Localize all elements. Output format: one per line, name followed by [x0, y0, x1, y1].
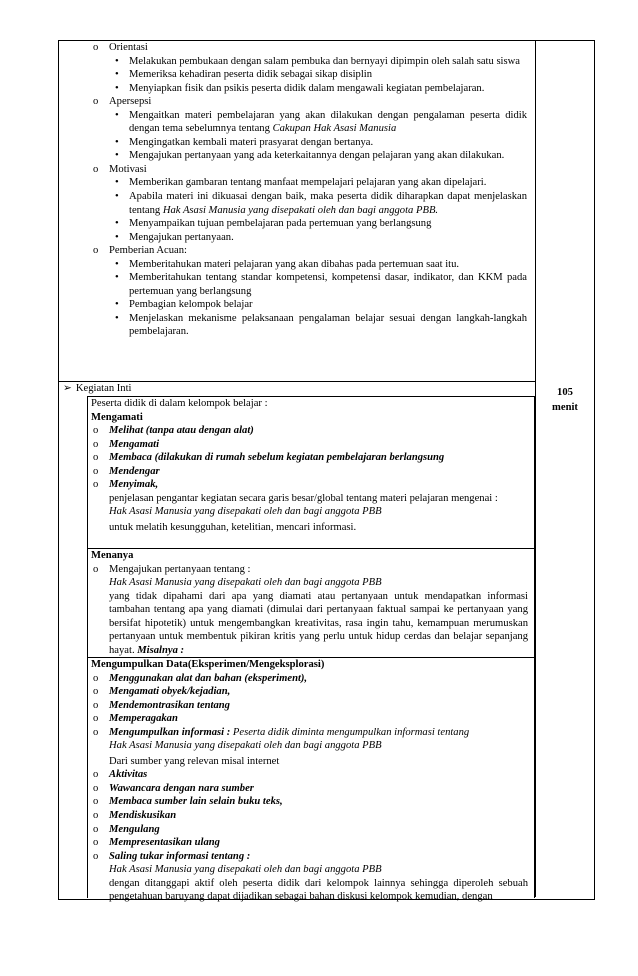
- bullet-icon: •: [115, 191, 119, 203]
- mengumpulkan-box: [87, 657, 535, 903]
- list-item: [59, 217, 535, 231]
- list-item-text: Mendiskusikan: [109, 810, 177, 822]
- list-item-text: Saling tukar informasi tentang :: [109, 850, 251, 862]
- circle-bullet-icon: o: [93, 699, 99, 711]
- list-item: [91, 809, 528, 823]
- opening-section-title: Apersepsi: [109, 96, 152, 108]
- list-item: [91, 438, 528, 452]
- bullet-icon: •: [115, 109, 119, 121]
- mengamati-list: [91, 424, 528, 492]
- collect-last: dengan ditanggapi aktif oleh peserta didik dari kelompok lainnya sehingga diperoleh sebuah pengetahuan baruyang dapat dijadikan sebagai bahan diskusi kelompok kemudian, dengan: [109, 877, 528, 903]
- opening-section-title: Pemberian Acuan:: [109, 245, 187, 257]
- core-activities: [59, 382, 535, 903]
- collect-topic-1: Hak Asasi Manusia yang disepakati oleh dan bagi anggota PBB: [109, 740, 382, 752]
- collect-topic-2: Hak Asasi Manusia yang disepakati oleh dan bagi anggota PBB: [109, 864, 382, 876]
- list-item: [91, 712, 528, 726]
- list-item-text: Mempresentasikan ulang: [109, 837, 220, 849]
- list-item-text: Mengajukan pertanyaan.: [129, 231, 234, 243]
- circle-bullet-icon: o: [93, 796, 99, 808]
- list-item: [91, 451, 528, 465]
- mengumpulkan-title: Mengumpulkan Data(Eksperimen/Mengeksplorasi): [91, 659, 325, 670]
- list-item-text: Membaca (dilakukan di rumah sebelum kegiatan pembelajaran berlangsung: [109, 452, 445, 464]
- opening-list: [59, 41, 535, 339]
- opening-section-title: Motivasi: [109, 163, 147, 175]
- list-item-text: Menyampaikan tujuan pembelajaran pada pertemuan yang berlangsung: [129, 218, 432, 230]
- circle-bullet-icon: o: [93, 465, 99, 477]
- list-item-text: Mengajukan pertanyaan yang ada keterkaitannya dengan pelajaran yang akan dilakukan.: [129, 150, 505, 162]
- opening-activities: [59, 41, 535, 382]
- list-item-text: Pembagian kelompok belajar: [129, 299, 253, 311]
- collect-desc: Peserta didik diminta mengumpulkan informasi tentang: [232, 726, 470, 738]
- list-item: [59, 312, 535, 339]
- circle-bullet-icon: o: [93, 245, 99, 257]
- list-item-text: Mengaitkan materi pembelajaran yang akan dilakukan dengan pengalaman peserta didik dengan tema sebelumnya tentang: [129, 109, 527, 135]
- bullet-icon: •: [115, 136, 119, 148]
- menanya-box: [87, 548, 535, 657]
- bullet-icon: •: [115, 55, 119, 67]
- bullet-icon: •: [115, 258, 119, 270]
- list-item: [59, 176, 535, 190]
- list-item-text: Membaca sumber lain selain buku teks,: [109, 796, 283, 808]
- collect-bold: Mengumpulkan informasi :: [109, 726, 233, 738]
- circle-bullet-icon: o: [93, 672, 99, 684]
- circle-bullet-icon: o: [93, 438, 99, 450]
- list-item-text: Wawancara dengan nara sumber: [109, 782, 254, 794]
- list-item-text: Memperagakan: [109, 713, 178, 725]
- menanya-topic: Hak Asasi Manusia yang disepakati oleh dan bagi anggota PBB: [109, 577, 382, 589]
- list-item-text: Mengulang: [109, 823, 160, 835]
- list-item-text: Mengamati obyek/kejadian,: [109, 686, 231, 698]
- list-item: [59, 190, 535, 217]
- circle-bullet-icon: o: [93, 452, 99, 464]
- list-item-text: Menjelaskan mekanisme pelaksanaan pengalaman belajar sesuai dengan langkah-langkah pembelajaran.: [129, 312, 527, 338]
- time-column: [536, 41, 594, 897]
- list-item: [91, 699, 528, 713]
- list-item-text: Memeriksa kehadiran peserta didik sebagai sikap disiplin: [129, 69, 372, 81]
- list-item: [59, 82, 535, 96]
- circle-bullet-icon: o: [93, 850, 99, 862]
- mengamati-tail: untuk melatih kesungguhan, ketelitian, mencari informasi.: [109, 521, 357, 533]
- list-item: [59, 149, 535, 163]
- list-item: [91, 768, 528, 782]
- list-item: [59, 55, 535, 69]
- core-intro: Peserta didik di dalam kelompok belajar :: [91, 398, 268, 409]
- list-item: [91, 685, 528, 699]
- circle-bullet-icon: o: [93, 96, 99, 108]
- circle-bullet-icon: o: [93, 769, 99, 781]
- list-item-text: Memberitahukan materi pelajaran yang akan dibahas pada pertemuan saat itu.: [129, 258, 460, 270]
- document-page: [58, 40, 595, 903]
- circle-bullet-icon: o: [93, 479, 99, 491]
- list-item: [59, 68, 535, 82]
- bullet-icon: •: [115, 82, 119, 94]
- list-item-text: Aktivitas: [109, 769, 148, 781]
- list-item-text: Mengamati: [109, 438, 160, 450]
- list-item: [59, 258, 535, 272]
- list-item: [59, 136, 535, 150]
- list-item: [91, 850, 528, 864]
- menanya-item: Mengajukan pertanyaan tentang :: [109, 563, 251, 575]
- mengamati-title: Mengamati: [91, 411, 143, 423]
- list-item: o Mengumpulkan informasi : Peserta didik diminta mengumpulkan informasi tentang: [93, 726, 470, 738]
- list-item: [59, 298, 535, 312]
- core-heading: [63, 382, 132, 396]
- list-item-text: Menyiapkan fisik dan psikis peserta didik dalam mengawali kegiatan pembelajaran.: [129, 82, 485, 94]
- mengamati-desc: penjelasan pengantar kegiatan secara garis besar/global tentang materi pelajaran mengenai :: [109, 492, 498, 504]
- circle-bullet-icon: o: [93, 163, 99, 175]
- list-item-text: Mendemontrasikan tentang: [109, 699, 230, 711]
- bullet-icon: •: [115, 231, 119, 243]
- list-item-text: Cakupan Hak Asasi Manusia: [272, 123, 397, 135]
- circle-bullet-icon: o: [93, 713, 99, 725]
- opening-section: [59, 244, 535, 258]
- list-item: [91, 823, 528, 837]
- list-item: [59, 109, 535, 136]
- opening-section: [59, 163, 535, 177]
- list-item: [91, 795, 528, 809]
- circle-bullet-icon: o: [93, 823, 99, 835]
- circle-bullet-icon: o: [93, 686, 99, 698]
- menanya-desc-text: yang tidak dipahami dari apa yang diamati atau pertanyaan untuk mendapatkan informasi tambahan tentang apa yang diamati (dimulai dari pertanyaan faktual sampai ke pertanyaan yang bersifat hipotetik) untuk mengembangkan kreativitas, rasa ingin tahu, kemampuan merumuskan pertanyaan untuk membentuk pikiran kritis yang perlu untuk hidup cerdas dan belajar sepanjang hayat.: [109, 590, 528, 656]
- bullet-icon: •: [115, 272, 119, 284]
- menanya-desc: [91, 590, 528, 658]
- circle-bullet-icon: o: [93, 837, 99, 849]
- list-item-text: Memberikan gambaran tentang manfaat mempelajari pelajaran yang akan dipelajari.: [129, 177, 487, 189]
- list-item-text: Melihat (tanpa atau dengan alat): [109, 425, 254, 437]
- circle-bullet-icon: o: [93, 782, 99, 794]
- list-item-text: Melakukan pembukaan dengan salam pembuka dan bernyayi dipimpin oleh salah satu siswa: [129, 55, 520, 67]
- list-item-text: Apabila materi ini dikuasai dengan baik, maka peserta didik diharapkan dapat menjelaskan tentang: [129, 191, 527, 216]
- menanya-title: Menanya: [91, 550, 134, 561]
- opening-section-title: Orientasi: [109, 42, 148, 53]
- list-item: [91, 424, 528, 438]
- bullet-icon: •: [115, 150, 119, 162]
- circle-bullet-icon: o: [93, 42, 99, 53]
- bullet-icon: •: [115, 218, 119, 230]
- opening-section: [59, 95, 535, 109]
- bullet-icon: •: [115, 177, 119, 189]
- list-item-text: Menggunakan alat dan bahan (eksperiment),: [109, 672, 308, 684]
- circle-bullet-icon: o: [93, 810, 99, 822]
- mengamati-topic: Hak Asasi Manusia yang disepakati oleh dan bagi anggota PBB: [109, 506, 382, 518]
- opening-section: [59, 41, 535, 55]
- bullet-icon: •: [115, 299, 119, 311]
- bullet-icon: •: [115, 312, 119, 324]
- list-item-text: Mengingatkan kembali materi prasyarat dengan bertanya.: [129, 136, 374, 148]
- arrow-bullet-icon: ➢: [63, 383, 72, 394]
- time-unit: menit: [552, 401, 578, 413]
- list-item: [91, 465, 528, 479]
- list-item: [91, 478, 528, 492]
- list-item-text: Mendengar: [109, 465, 160, 477]
- collect-source: Dari sumber yang relevan misal internet: [109, 755, 280, 767]
- core-heading-label: Kegiatan Inti: [75, 383, 132, 394]
- list-item: [91, 836, 528, 850]
- mengamati-box: [87, 396, 535, 548]
- list-item: [91, 672, 528, 686]
- bullet-icon: •: [115, 69, 119, 81]
- time-value: 105: [557, 387, 573, 398]
- list-item-text: Memberitahukan tentang standar kompetensi, kompetensi dasar, indikator, dan KKM pada pertemuan yang berlangsung: [129, 272, 527, 297]
- list-item-text: Hak Asasi Manusia yang disepakati oleh dan bagi anggota PBB.: [162, 204, 439, 216]
- list-item: [59, 231, 535, 245]
- list-item-text: Menyimak,: [109, 479, 159, 491]
- mengumpulkan-list-1: [91, 672, 528, 726]
- mengumpulkan-list-2: [91, 768, 528, 863]
- circle-bullet-icon: o: [93, 425, 99, 437]
- menanya-misal: Misalnya :: [137, 644, 185, 656]
- list-item: o Mengajukan pertanyaan tentang :: [93, 563, 251, 575]
- list-item: [91, 782, 528, 796]
- list-item: [59, 271, 535, 298]
- activity-column: [59, 41, 536, 903]
